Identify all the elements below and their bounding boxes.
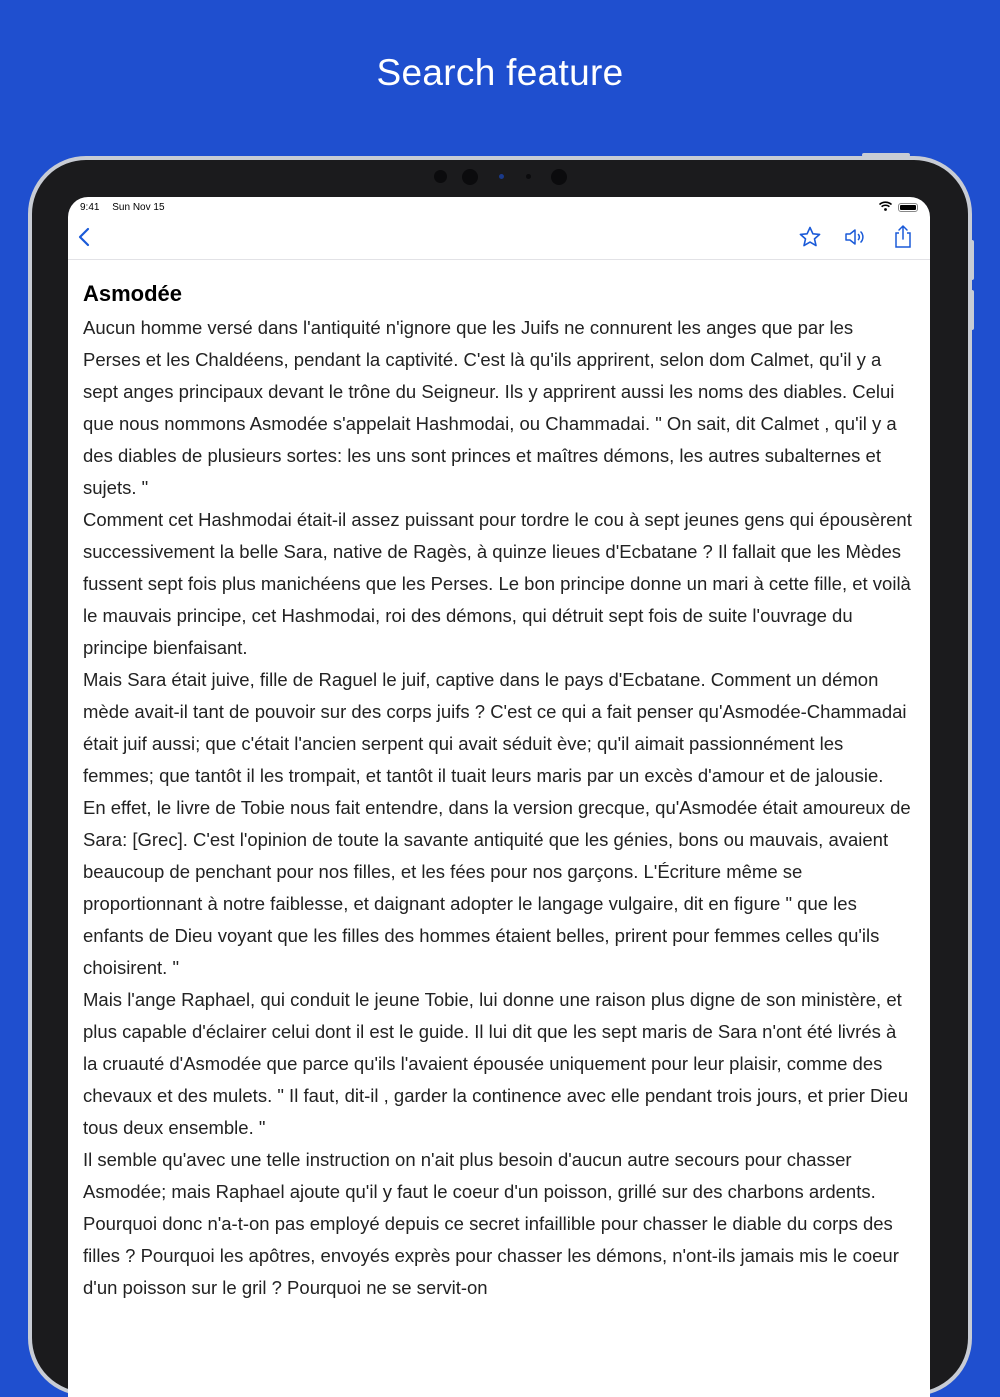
article-paragraph: Mais l'ange Raphael, qui conduit le jeune Tobie, lui donne une raison plus digne de son ministère, et plus capable d'éclairer celui dont il est le guide. Il lui dit que les sept maris de Sara n'ont été livrés à la cruauté d'Asmodée que parce qu'ils l'avaient épousée uniquement pour leur plaisir, comme des chevaux et des mulets. " Il faut, dit-il , garder la continence avec elle pendant trois jours, et prier Dieu tous deux ensemble. " — [83, 989, 909, 1138]
article-content — [68, 260, 930, 1304]
star-icon — [798, 225, 822, 254]
camera-dot — [462, 169, 478, 185]
app-screen — [68, 197, 930, 1397]
article-paragraph: Comment cet Hashmodai était-il assez puissant pour tordre le cou à sept jeunes gens qui épousèrent successivement la belle Sara, native de Ragès, à quinze lieues d'Ecbatane ? Il fallait que les Mèdes fussent sept fois plus manichéens que les Perses. Le bon principe donne un mari à cette fille, et voilà le mauvais principe, cet Hashmodai, roi des démons, qui détruit sept fois de suite l'ouvrage du principe bienfaisant. — [83, 509, 912, 658]
article-paragraph: Mais Sara était juive, fille de Raguel le juif, captive dans le pays d'Ecbatane. Comment un démon mède avait-il tant de pouvoir sur des corps juifs ? C'est ce qui a fait penser qu'Asmodée-Chammadai était juif aussi; que c'était l'ancien serpent qui avait séduit ève; qu'il aimait passionnément les femmes; que tantôt il les trompait, et tantôt il tuait leurs maris par un excès d'amour et de jalousie. — [83, 669, 907, 786]
article-paragraph: En effet, le livre de Tobie nous fait entendre, dans la version grecque, qu'Asmodée était amoureux de Sara: [Grec]. C'est l'opinion de toute la savante antiquité que les génies, bons ou mauvais, avaient beaucoup de penchant pour nos filles, et les fées pour nos garçons. L'Écriture même se proportionnant à notre faiblesse, et daignant adopter le langage vulgaire, dit en figure " que les enfants de Dieu voyant que les filles des hommes étaient belles, prirent pour femmes celles qu'ils choisirent. " — [83, 797, 911, 978]
headline: Search feature — [376, 52, 624, 93]
nav-bar — [68, 217, 930, 260]
status-date: Sun Nov 15 — [112, 201, 165, 213]
wifi-icon — [879, 201, 892, 214]
article-title: Asmodée — [83, 281, 183, 306]
battery-icon — [898, 203, 918, 212]
favorite-button[interactable] — [796, 225, 824, 253]
volume-up-button — [970, 240, 974, 280]
article-paragraph: Aucun homme versé dans l'antiquité n'ignore que les Juifs ne connurent les anges que par les Perses et les Chaldéens, pendant la captivité. C'est là qu'ils apprirent, selon dom Calmet, qu'il y a sept anges principaux devant le trône du Seigneur. Ils y apprirent aussi les noms des diables. Celui que nous nommons Asmodée s'appelait Hashmodai, ou Chammadai. " On sait, dit Calmet , qu'il y a des diables de plusieurs sortes: les uns sont princes et maîtres démons, les autres subalternes et sujets. " — [83, 317, 897, 498]
camera-dot — [434, 170, 447, 183]
share-button[interactable] — [889, 225, 917, 253]
camera-dot — [499, 174, 504, 179]
volume-down-button — [970, 290, 974, 330]
share-icon — [891, 224, 915, 255]
battery-level — [900, 205, 916, 210]
camera-dot — [551, 169, 567, 185]
back-button[interactable] — [70, 225, 98, 253]
camera-dot — [526, 174, 531, 179]
top-button — [862, 153, 910, 157]
chevron-left-icon — [77, 227, 91, 252]
article-paragraph: Il semble qu'avec une telle instruction on n'ait plus besoin d'aucun autre secours pour chasser Asmodée; mais Raphael ajoute qu'il y faut le coeur d'un poisson, grillé sur des charbons ardents. Pourquoi donc n'a-t-on pas employé depuis ce secret infaillible pour chasser le diable du corps des filles ? Pourquoi les apôtres, envoyés exprès pour chasser les démons, n'ont-ils jamais mis le coeur d'un poisson sur le gril ? Pourquoi ne se servit-on — [83, 1149, 899, 1298]
status-bar — [68, 197, 930, 217]
speaker-icon — [843, 225, 867, 254]
speak-button[interactable] — [841, 225, 869, 253]
status-time: 9:41 — [80, 201, 100, 213]
